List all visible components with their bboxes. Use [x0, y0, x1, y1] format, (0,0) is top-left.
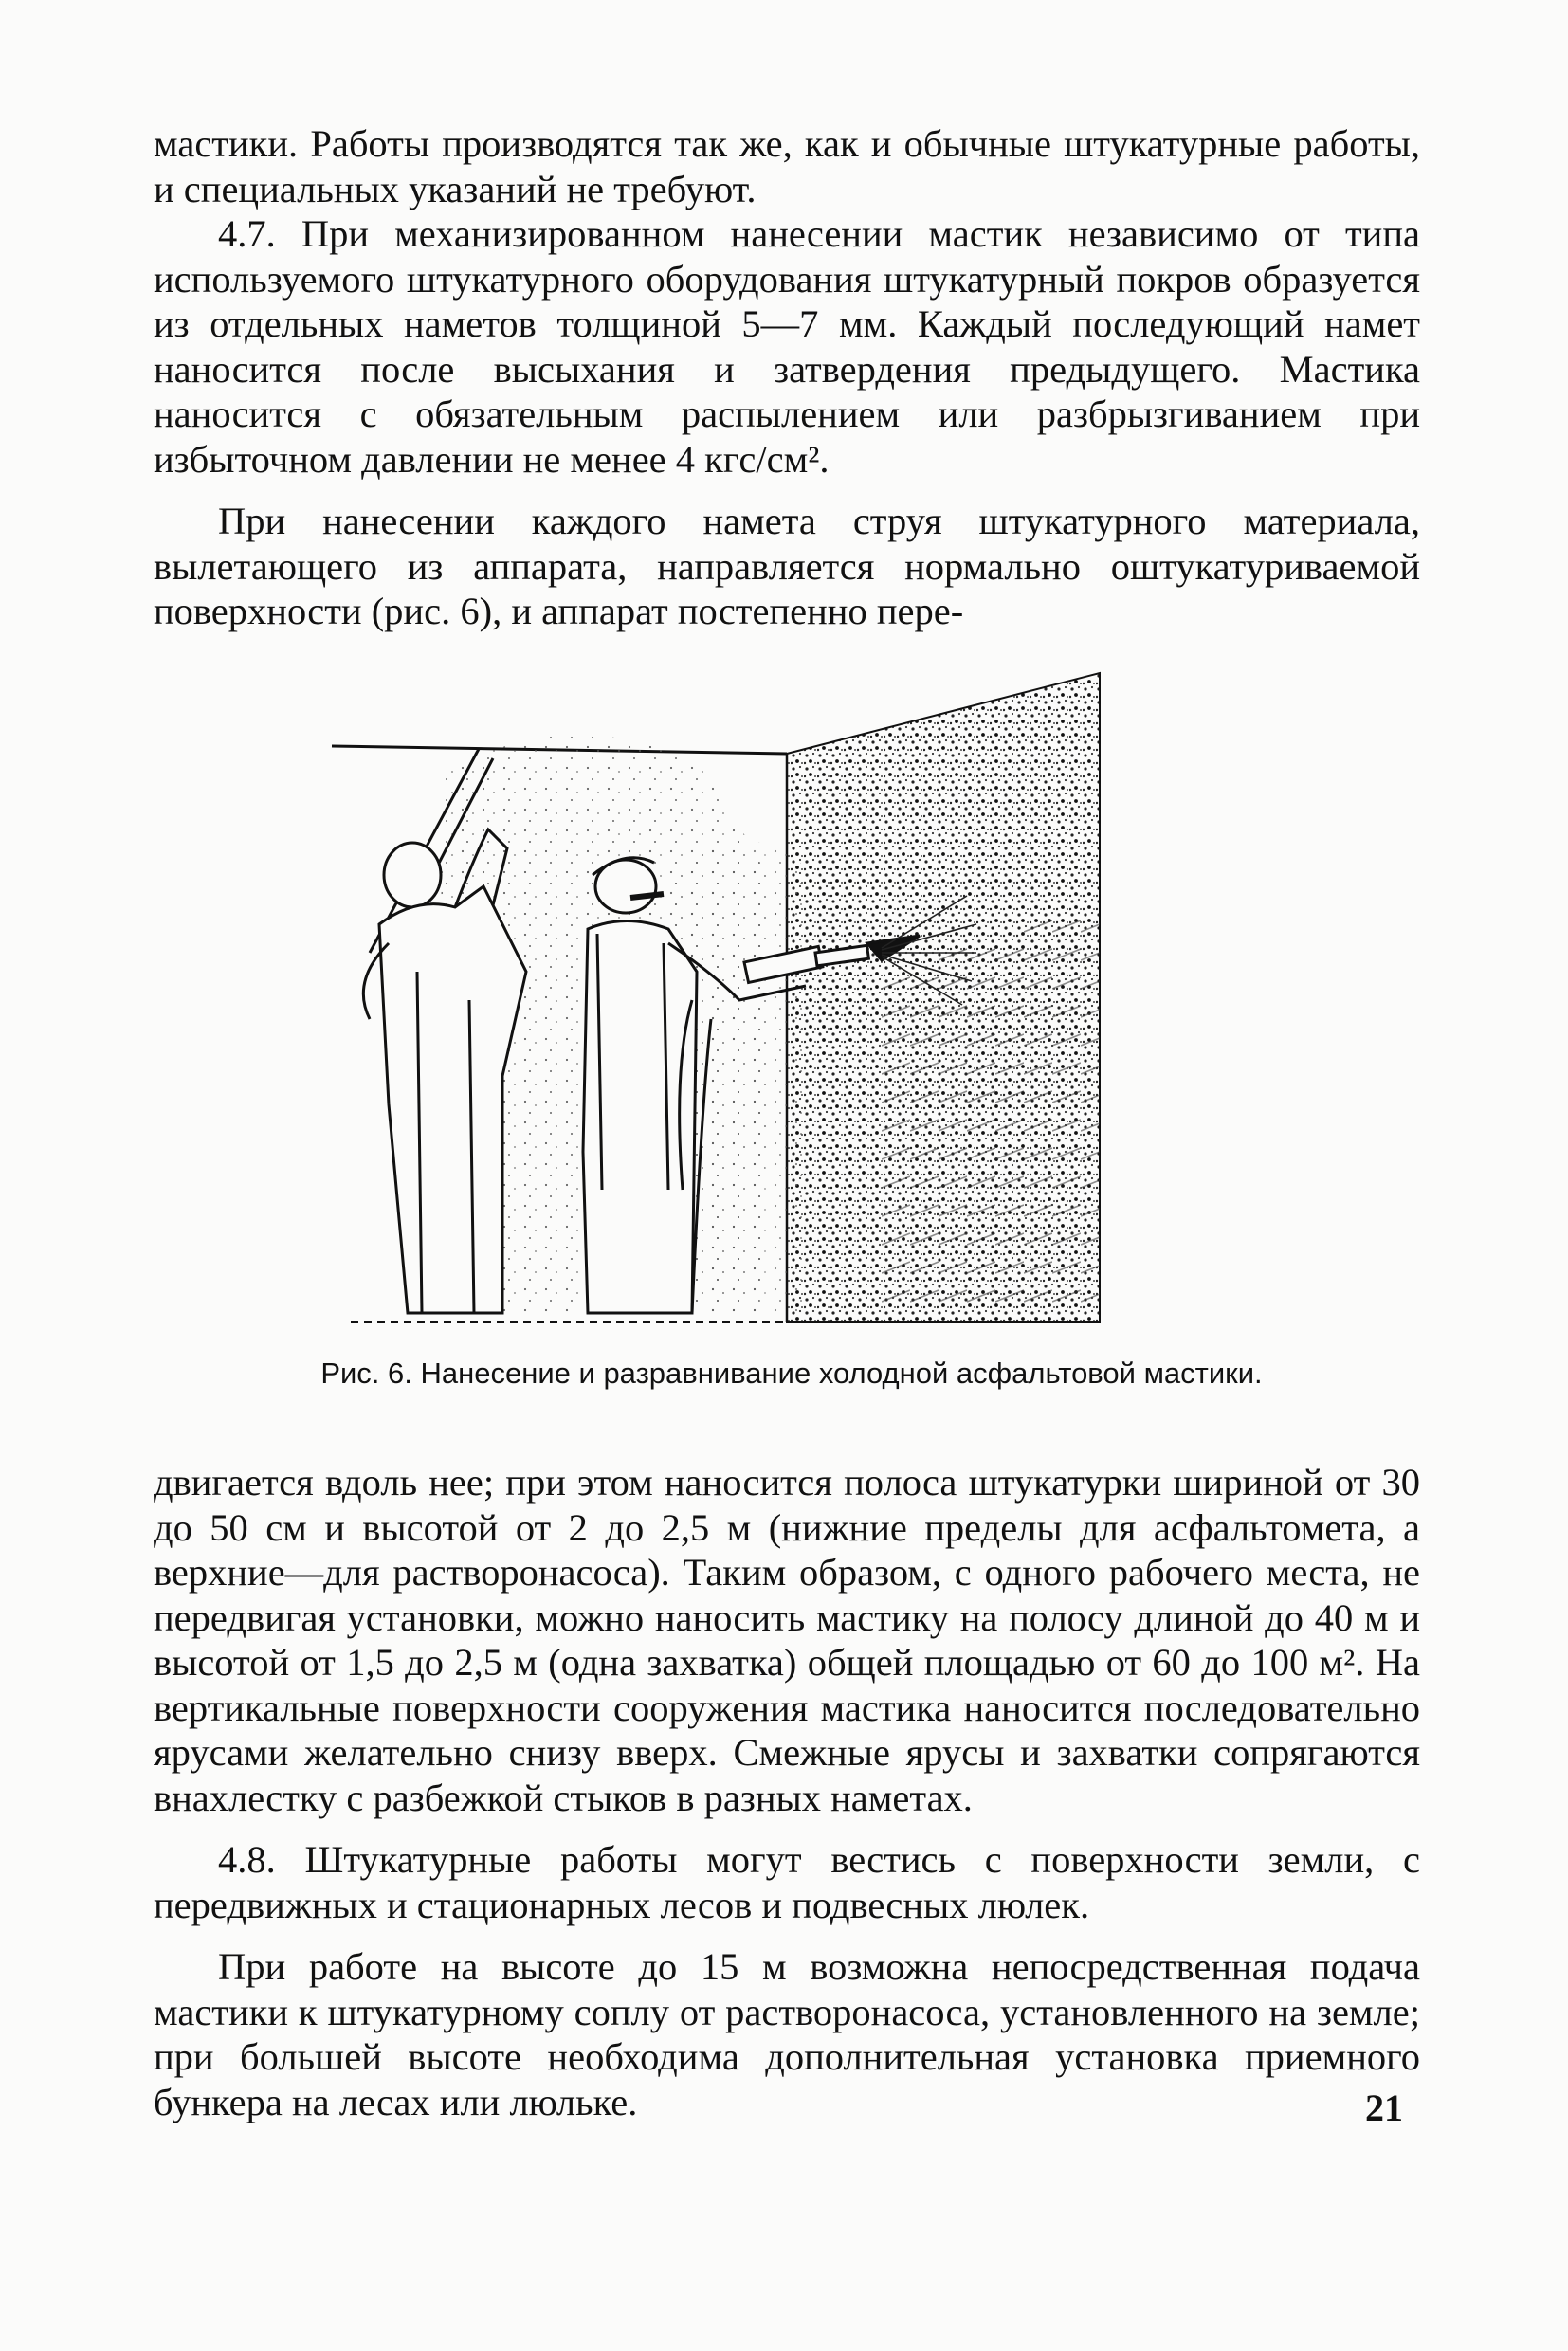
paragraph: двигается вдоль нее; при этом наносится полоса штукатурки шириной от 30 до 50 см и высотой от 2 до 2,5 м (нижние пределы для асфальтомета, а верхние—для растворонасоса). Таким образом, с одного рабочего места, не передвигая установки, можно наносить мастику на полосу длиной до 40 м и высотой от 1,5 до 2,5 м (одна захватка) общей площадью от 60 до 100 м². На вертикальные поверхности сооружения мастика наносится последовательно ярусами желательно снизу вверх. Смежные ярусы и захватки сопрягаются внахлестку с разбежкой стыков в разных наметах. — [154, 1461, 1420, 1819]
paragraph: 4.7. При механизированном нанесении мастик независимо от типа используемого штукатурного оборудования штукатурный покров образуется из отдельных наметов толщиной 5—7 мм. Каждый последующий намет наносится после высыхания и затвердения предыдущего. Мастика наносится с обязательным распылением или разбрызгиванием при избыточном давлении не менее 4 кгс/см². — [154, 212, 1420, 481]
paragraph: мастики. Работы производятся так же, как и обычные штукатурные работы, и специальных указаний не требуют. — [154, 122, 1420, 210]
figure-illustration — [313, 659, 1261, 1341]
paragraph: При работе на высоте до 15 м возможна непосредственная подача мастики к штукатурному соплу от растворонасоса, установленного на земле; при большей высоте необходима дополнительная установка приемного бункера на лесах или люльке. — [154, 1945, 1420, 2123]
page-number: 21 — [1365, 2087, 1403, 2129]
figure-caption: Рис. 6. Нанесение и разравнивание холодной асфальтовой мастики. — [320, 1357, 1263, 1390]
paragraph: 4.8. Штукатурные работы могут вестись с поверхности земли, с передвижных и стационарных лесов и подвесных люлек. — [154, 1838, 1420, 1926]
paragraph: При нанесении каждого намета струя штукатурного материала, вылетающего из аппарата, направляется нормально оштукатуриваемой поверхности (рис. 6), и аппарат постепенно пере- — [154, 500, 1420, 632]
text-block-bottom — [154, 1460, 1420, 2124]
text-block-top — [154, 121, 1420, 634]
